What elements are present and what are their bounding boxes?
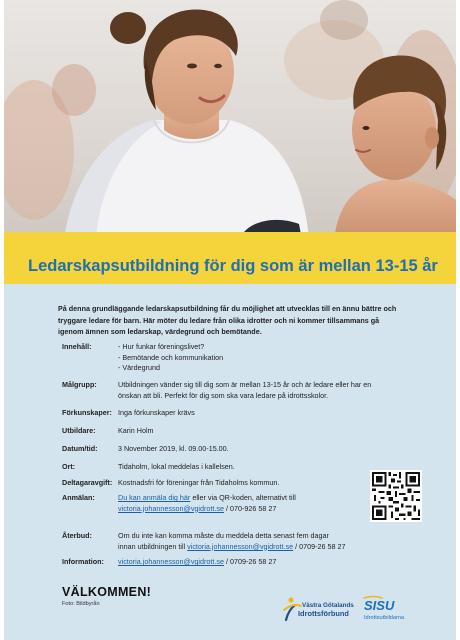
phone-text: / 0709-26 58 27 <box>293 541 346 551</box>
detail-label: Anmälan: <box>62 493 95 502</box>
detail-value: Kostnadsfri för föreningar från Tidaholms kommun. <box>118 478 280 487</box>
detail-value: 3 November 2019, kl. 09.00-15.00. <box>118 444 229 453</box>
email-link[interactable]: victoria.johannesson@vgidrott.se <box>118 503 224 513</box>
detail-value <box>118 531 394 552</box>
sisu-icon <box>362 594 422 624</box>
page-title: Ledarskapsutbildning för dig som är mellan 13-15 år <box>28 257 438 275</box>
email-link[interactable]: victoria.johannesson@vgidrott.se <box>187 541 294 551</box>
detail-value: Karin Holm <box>118 426 154 435</box>
phone-text: / 0709-26 58 27 <box>223 557 277 566</box>
welcome-heading: VÄLKOMMEN! <box>62 585 152 599</box>
detail-value: Inga förkunskaper krävs <box>118 408 195 417</box>
list-item: - Värdegrund <box>118 363 160 372</box>
phone-text: / 070-926 58 27 <box>223 503 277 513</box>
email-link[interactable]: victoria.johannesson@vgidrott.se <box>118 557 224 566</box>
register-link[interactable]: Du kan anmäla dig här <box>118 493 191 502</box>
intro-paragraph: På denna grundläggande ledarskapsutbildning får du möjlighet att utvecklas till en ännu bättre och tryggare ledare för barn. Här möter du ledare från olika idrotter och ni kommer tillsammans gå igenom ämnen som ledarskap, värdegrund och bemötande. <box>58 304 397 336</box>
list-item: - Hur funkar föreningslivet? <box>118 342 205 351</box>
detail-value <box>118 493 364 514</box>
detail-label: Innehåll: <box>62 342 92 351</box>
detail-value: Utbildningen vänder sig till dig som är mellan 13-15 år och är ledare eller har en önskan att bli. Perfekt för dig som ska vara ledare på idrottsskolor. <box>118 380 372 400</box>
register-text: eller via QR-koden, alternativt till <box>190 493 296 502</box>
detail-label: Information: <box>62 557 104 566</box>
detail-label: Datum/tid: <box>62 444 98 453</box>
qr-code-icon <box>370 470 422 522</box>
detail-value <box>118 342 394 374</box>
detail-label: Målgrupp: <box>62 380 97 389</box>
qr-code[interactable] <box>370 470 422 522</box>
logo2-name: SISU <box>364 598 395 613</box>
photo-credit: Foto: Bildbyrån <box>62 601 100 607</box>
detail-label: Förkunskaper: <box>62 408 112 417</box>
logo2-sub: Idrottsutbildarna <box>364 615 405 621</box>
aterbud-line-2: innan utbildningen till <box>118 541 188 551</box>
content-list <box>118 342 394 374</box>
detail-value <box>118 557 394 568</box>
detail-value: Tidaholm, lokal meddelas i kallelsen. <box>118 462 235 471</box>
detail-label: Deltagaravgift: <box>62 478 113 487</box>
detail-label: Återbud: <box>62 531 92 540</box>
hero-photo-illustration <box>4 0 456 240</box>
logo1-line1: Västra Götalands <box>302 602 354 609</box>
sisu-logo <box>362 594 422 624</box>
logo1-line2: Idrottsförbund <box>298 609 349 618</box>
detail-label: Utbildare: <box>62 426 96 435</box>
detail-label: Ort: <box>62 462 76 471</box>
hero-photo <box>4 0 456 240</box>
aterbud-line-1: Om du inte kan komma måste du meddela detta senast fem dagar <box>118 531 329 540</box>
list-item: - Bemötande och kommunikation <box>118 352 224 362</box>
